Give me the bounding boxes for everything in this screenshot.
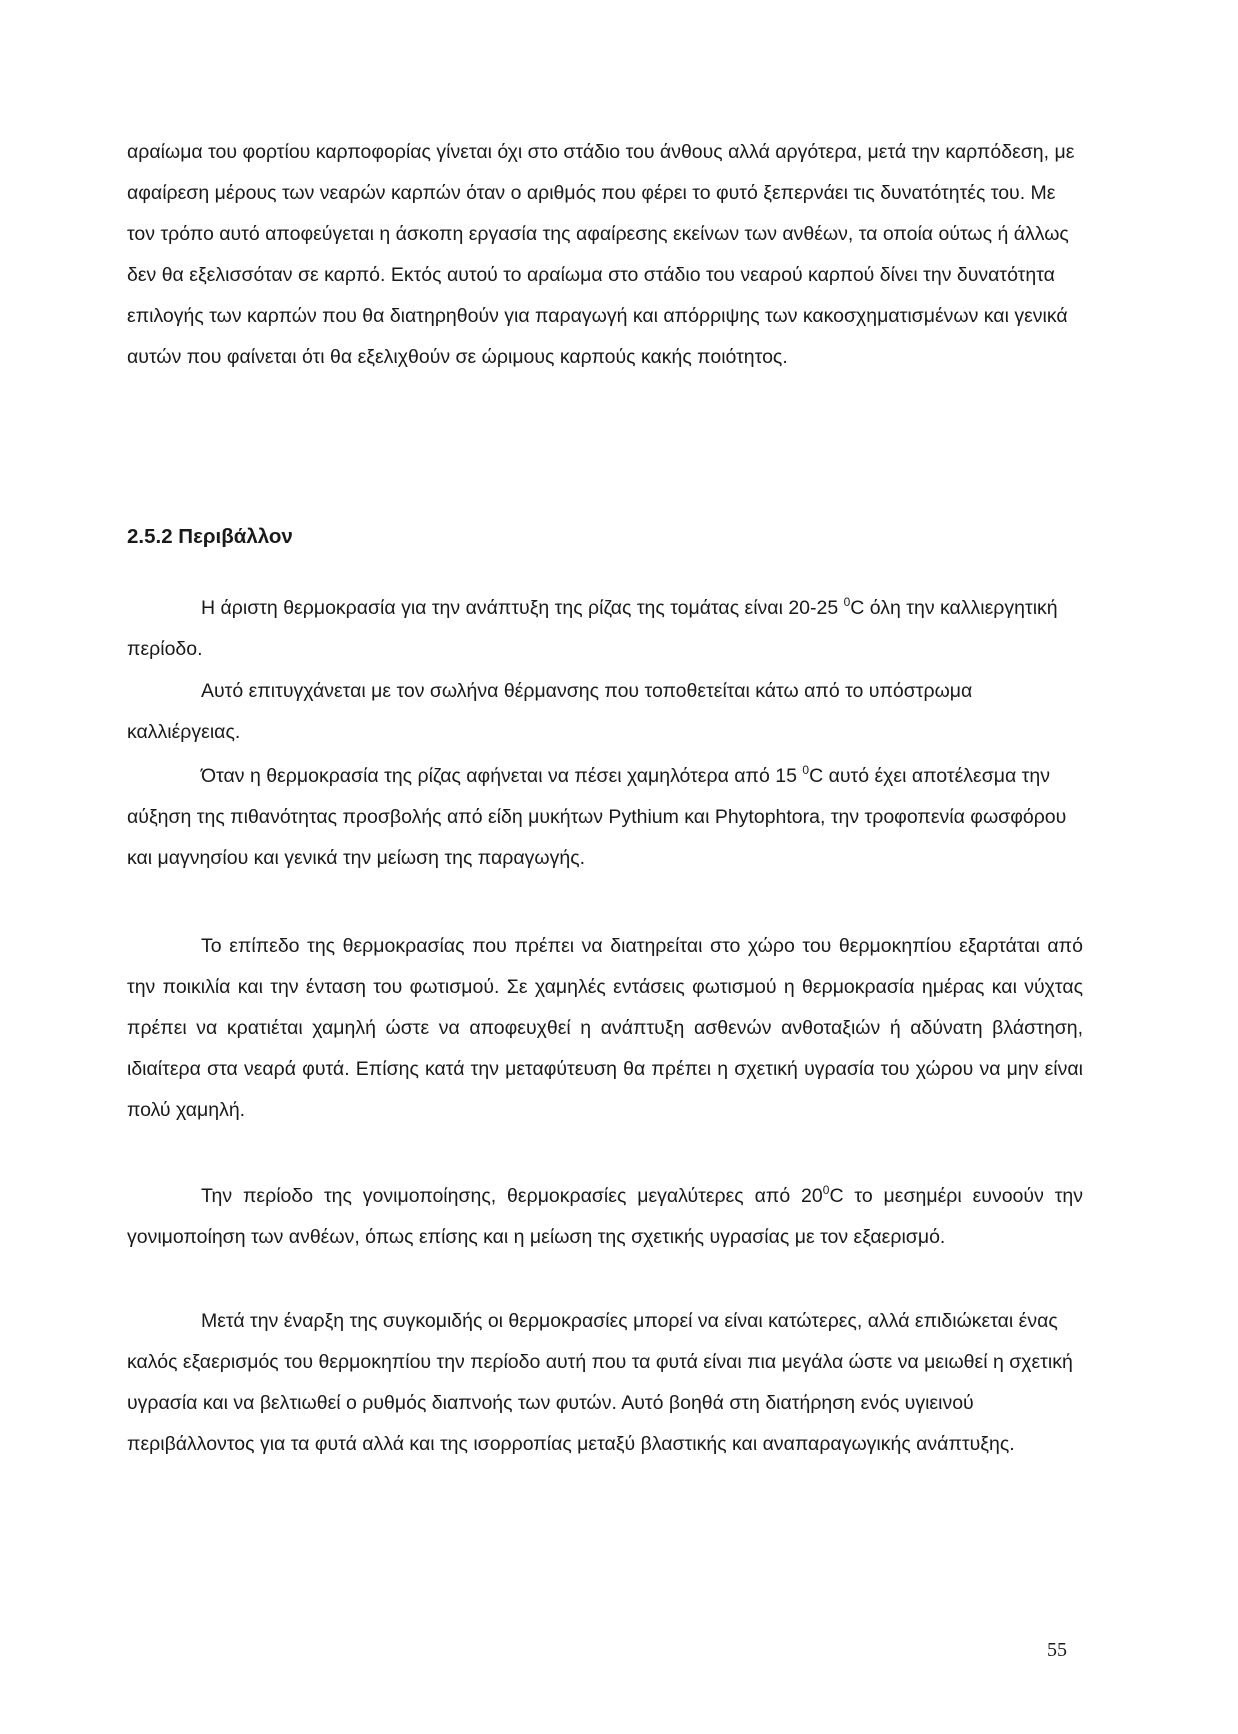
- temperature-level-paragraph: Το επίπεδο της θερμοκρασίας που πρέπει να διατηρείται στο χώρο του θερμοκηπίου εξαρτάται από την ποικιλία και την ένταση του φωτισμού. Σε χαμηλές εντάσεις φωτισμού η θερμοκρασία ημέρας και νύχτας πρέπει να κρατιέται χαμηλή ώστε να αποφευχθεί η ανάπτυξη ασθενών ανθοταξιών ή αδύνατη βλάστηση, ιδιαίτερα στα νεαρά φυτά. Επίσης κατά την μεταφύτευση θα πρέπει η σχετική υγρασία του χώρου να μην είναι πολύ χαμηλή.: [127, 935, 1083, 1121]
- low-temperature-paragraph: [127, 756, 1083, 879]
- root-temperature-text-after: C όλη την καλλιεργητική περίοδο.: [127, 597, 1058, 660]
- root-temperature-text-before: Η άριστη θερμοκρασία για την ανάπτυξη της ρίζας της τομάτας είναι 20-25: [201, 597, 844, 619]
- degree-superscript: 0: [802, 763, 810, 777]
- pollination-text-after: C το μεσημέρι ευνοούν την γονιμοποίηση των ανθέων, όπως επίσης και η μείωση της σχετικής υγρασίας με τον εξαερισμό.: [127, 1185, 1084, 1248]
- section-heading: 2.5.2 Περιβάλλον: [127, 525, 293, 548]
- heating-system-paragraph: Αυτό επιτυγχάνεται με τον σωλήνα θέρμανσης που τοποθετείται κάτω από το υπόστρωμα καλλιέργειας.: [127, 680, 973, 743]
- pollination-paragraph: [127, 1176, 1083, 1258]
- harvest-paragraph: Μετά την έναρξη της συγκομιδής οι θερμοκρασίες μπορεί να είναι κατώτερες, αλλά επιδιώκεται ένας καλός εξαερισμός του θερμοκηπίου την περίοδο αυτή που τα φυτά είναι πια μεγάλα ώστε να μειωθεί η σχετική υγρασία και να βελτιωθεί ο ρυθμός διαπνοής των φυτών. Αυτό βοηθά στη διατήρηση ενός υγιεινού περιβάλλοντος για τα φυτά αλλά και της ισορροπίας μεταξύ βλαστικής και αναπαραγωγικής ανάπτυξης.: [127, 1310, 1073, 1455]
- pollination-text-before: Την περίοδο της γονιμοποίησης, θερμοκρασίες μεγαλύτερες από 20: [201, 1185, 823, 1207]
- page-number: 55: [1047, 1639, 1067, 1661]
- root-temperature-paragraph: [127, 588, 1083, 670]
- intro-paragraph: αραίωμα του φορτίου καρποφορίας γίνεται όχι στο στάδιο του άνθους αλλά αργότερα, μετά την καρπόδεση, με αφαίρεση μέρους των νεαρών καρπών όταν ο αριθμός που φέρει το φυτό ξεπερνάει τις δυνατότητές του. Με τον τρόπο αυτό αποφεύγεται η άσκοπη εργασία της αφαίρεσης εκείνων των ανθέων, τα οποία ούτως ή άλλως δεν θα εξελισσόταν σε καρπό. Εκτός αυτού το αραίωμα στο στάδιο του νεαρού καρπού δίνει την δυνατότητα επιλογής των καρπών που θα διατηρηθούν για παραγωγή και απόρριψης των κακοσχηματισμένων και γενικά αυτών που φαίνεται ότι θα εξελιχθούν σε ώριμους καρπούς κακής ποιότητος.: [127, 141, 1075, 368]
- degree-superscript: 0: [843, 595, 851, 609]
- low-temperature-text-before: Όταν η θερμοκρασία της ρίζας αφήνεται να πέσει χαμηλότερα από 15: [201, 765, 803, 787]
- degree-superscript: 0: [822, 1183, 830, 1197]
- low-temperature-text-after: C αυτό έχει αποτέλεσμα την αύξηση της πιθανότητας προσβολής από είδη μυκήτων Pythium και Phytophtora, την τροφοπενία φωσφόρου και μαγνησίου και γενικά την μείωση της παραγωγής.: [127, 765, 1067, 869]
